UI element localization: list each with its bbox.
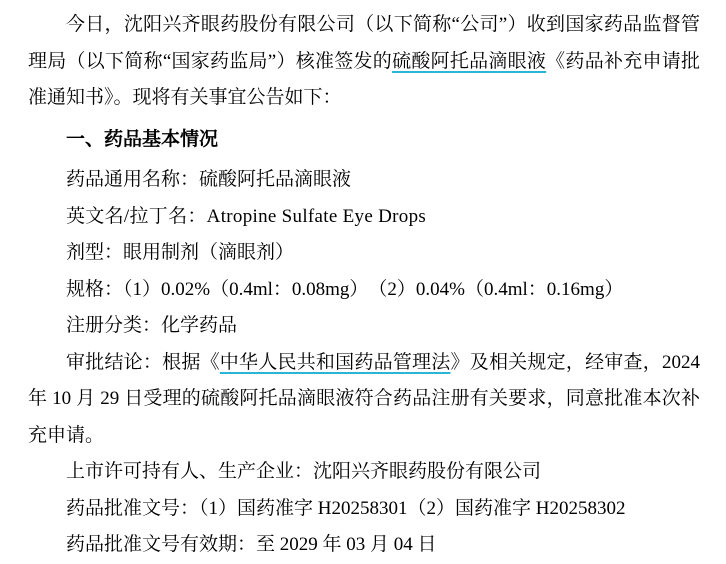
drug-generic-name-line: 药品通用名称：硫酸阿托品滴眼液 (66, 169, 352, 190)
approval-number-line: 药品批准文号：（1）国药准字 H20258301（2）国药准字 H20258302 (66, 497, 626, 519)
approval-text-before: 审批结论：根据《 (66, 351, 220, 373)
english-name-line: 英文名/拉丁名：Atropine Sulfate Eye Drops (66, 205, 427, 227)
intro-text-before: 今日，沈阳兴齐眼药股份有限公司（以下简称“公司”）收到国家药品监督管理局（以下简称“国家药监局”）核准签发的 (28, 14, 700, 72)
license-holder-line: 上市许可持有人、生产企业：沈阳兴齐眼药股份有限公司 (66, 461, 542, 482)
approval-text-after: 》及相关规定，经审查，2024 年 10 月 29 日受理的硫酸阿托品滴眼液符合药品注册有关要求，同意批准本次补充申请。 (28, 351, 700, 446)
registration-class-line: 注册分类：化学药品 (66, 315, 238, 336)
law-name-link[interactable]: 中华人民共和国药品管理法 (219, 351, 451, 373)
intro-paragraph (28, 7, 700, 117)
approval-conclusion-paragraph (28, 345, 700, 455)
dosage-form-line: 剂型：眼用制剂（滴眼剂） (66, 242, 295, 263)
intro-text-after: 《药品补充申请批准通知书》。现将有关事宜公告如下： (28, 50, 700, 108)
approval-validity-line: 药品批准文号有效期：至 2029 年 03 月 04 日 (66, 534, 437, 555)
section-heading: 一、药品基本情况 (66, 128, 219, 150)
specification-line: 规格：（1）0.02%（0.4ml：0.08mg） （2）0.04%（0.4ml：0.16mg） (66, 278, 624, 300)
drug-name-link[interactable]: 硫酸阿托品滴眼液 (392, 50, 547, 72)
